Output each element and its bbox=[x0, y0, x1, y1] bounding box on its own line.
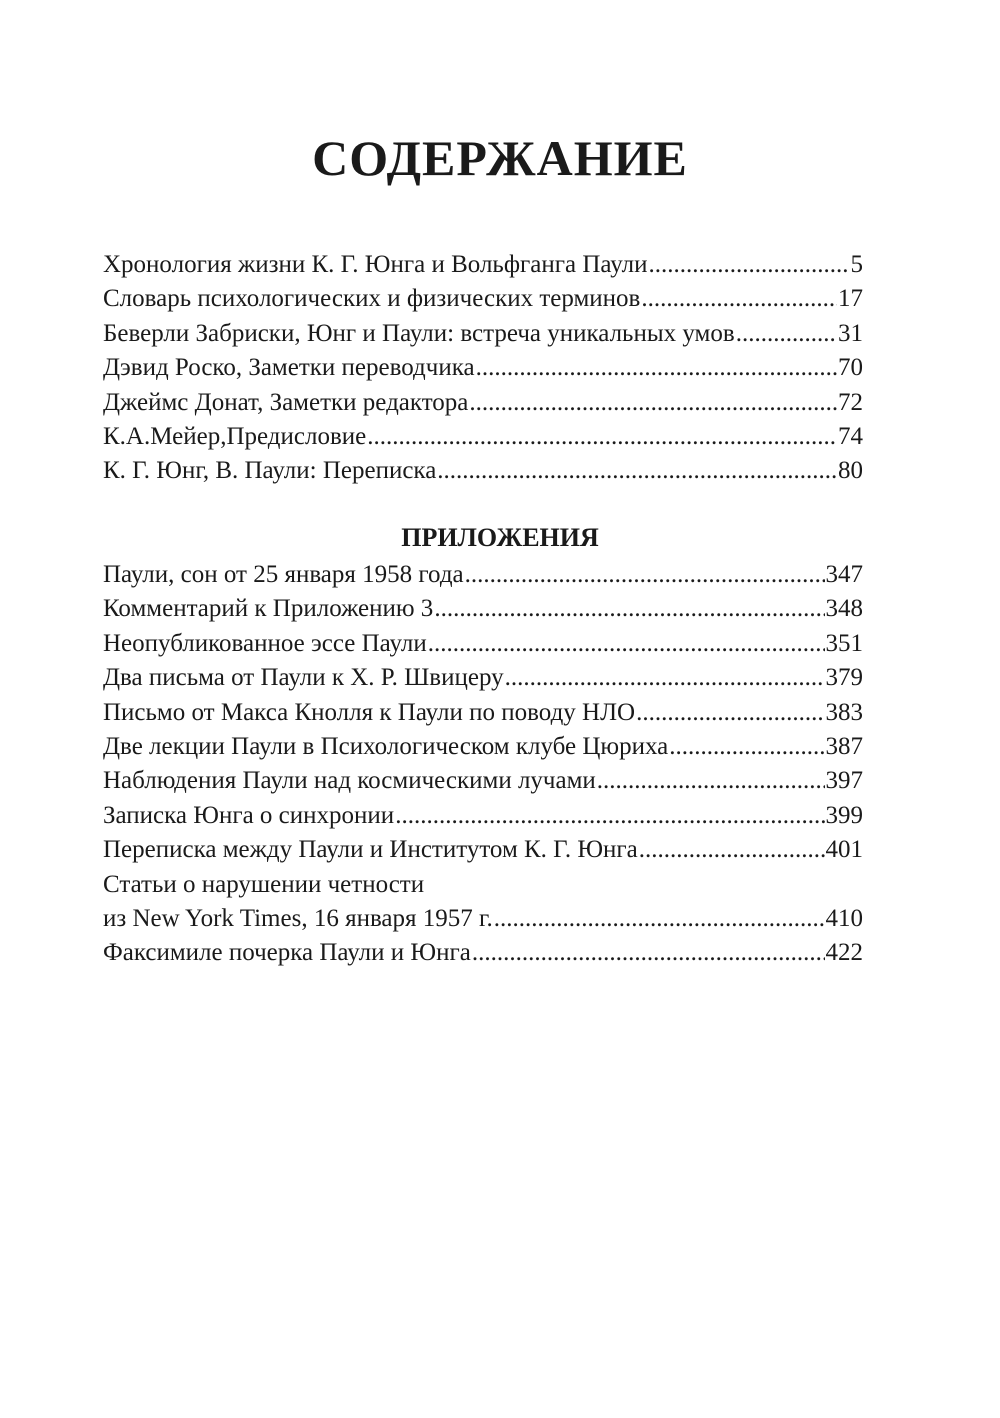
toc-entry bbox=[103, 696, 863, 730]
toc-appendix-list bbox=[103, 558, 863, 971]
toc-entry bbox=[103, 558, 863, 592]
toc-entry bbox=[103, 627, 863, 661]
toc-entry bbox=[103, 351, 863, 385]
toc-entry-page: 72 bbox=[838, 388, 863, 416]
toc-entry-label: Записка Юнга о синхронии bbox=[103, 801, 395, 829]
toc-entry-label: Два письма от Паули к Х. Р. Швицеру bbox=[103, 664, 504, 692]
toc-entry-page: 397 bbox=[825, 767, 863, 795]
toc-entry-label: К.А.Мейер,Предисловие bbox=[103, 422, 367, 450]
toc-entry-label: Дэвид Роско, Заметки переводчика bbox=[103, 354, 475, 382]
dot-leader bbox=[505, 661, 825, 695]
toc-entry bbox=[103, 902, 863, 936]
dot-leader bbox=[437, 454, 837, 488]
toc-entry bbox=[103, 420, 863, 454]
toc-entry bbox=[103, 764, 863, 798]
toc-entry bbox=[103, 730, 863, 764]
dot-leader bbox=[434, 592, 824, 626]
dot-leader bbox=[367, 420, 837, 454]
dot-leader bbox=[428, 627, 825, 661]
toc-entry bbox=[103, 282, 863, 316]
toc-entry bbox=[103, 386, 863, 420]
dot-leader bbox=[472, 936, 825, 970]
toc-entry-page: 5 bbox=[850, 251, 863, 278]
toc-entry-page: 70 bbox=[838, 354, 863, 382]
toc-entry-page: 387 bbox=[825, 732, 863, 760]
toc-entry-label: Хронология жизни К. Г. Юнга и Вольфганга Паули bbox=[103, 251, 648, 278]
toc-entry-label: Беверли Забриски, Юнг и Паули: встреча уникальных умов bbox=[103, 319, 735, 347]
dot-leader bbox=[597, 764, 825, 798]
toc-entry bbox=[103, 833, 863, 867]
toc-entry bbox=[103, 317, 863, 351]
toc-entry-page: 17 bbox=[838, 285, 863, 313]
dot-leader bbox=[639, 833, 825, 867]
toc-entry-page: 351 bbox=[825, 629, 863, 657]
toc-entry-label: Наблюдения Паули над космическими лучами bbox=[103, 767, 596, 795]
toc-entry-label: Словарь психологических и физических терминов bbox=[103, 285, 641, 313]
dot-leader bbox=[476, 351, 837, 385]
toc-entry-continued-line bbox=[103, 868, 863, 902]
toc-entry bbox=[103, 592, 863, 626]
toc-entry-label: К. Г. Юнг, В. Паули: Переписка bbox=[103, 457, 437, 485]
dot-leader bbox=[465, 558, 825, 592]
dot-leader bbox=[494, 902, 825, 936]
toc-entry-page: 347 bbox=[825, 561, 863, 588]
toc-entry-page: 379 bbox=[825, 664, 863, 692]
toc-entry bbox=[103, 248, 863, 282]
toc-entry-page: 383 bbox=[825, 698, 863, 726]
toc-entry-label: Две лекции Паули в Психологическом клубе Цюриха bbox=[103, 732, 669, 760]
dot-leader bbox=[641, 282, 837, 316]
toc-entry-label: Комментарий к Приложению 3 bbox=[103, 595, 434, 623]
page-title: СОДЕРЖАНИЕ bbox=[312, 130, 688, 186]
toc-entry-label: Переписка между Паули и Институтом К. Г. Юнга bbox=[103, 836, 638, 864]
toc-entry-page: 80 bbox=[838, 457, 863, 485]
toc-entry-label: из New York Times, 16 января 1957 г. bbox=[103, 904, 493, 932]
toc-entry-page: 31 bbox=[838, 319, 863, 347]
toc-entry-label: Джеймс Донат, Заметки редактора bbox=[103, 388, 469, 416]
toc-entry bbox=[103, 661, 863, 695]
toc-main-list bbox=[103, 248, 863, 489]
dot-leader bbox=[636, 696, 824, 730]
toc-entry-page: 399 bbox=[825, 801, 863, 829]
toc-entry bbox=[103, 936, 863, 970]
toc-entry bbox=[103, 454, 863, 488]
toc-entry-page: 422 bbox=[825, 939, 863, 967]
toc-entry-page: 401 bbox=[825, 836, 863, 864]
toc-entry-label: Неопубликованное эссе Паули bbox=[103, 629, 427, 657]
toc-entry-label: Факсимиле почерка Паули и Юнга bbox=[103, 939, 471, 967]
toc-entry-page: 348 bbox=[825, 595, 863, 623]
toc-entry-label: Письмо от Макса Кнолля к Паули по поводу НЛО bbox=[103, 698, 636, 726]
appendix-heading: ПРИЛОЖЕНИЯ bbox=[401, 523, 599, 552]
dot-leader bbox=[649, 248, 850, 282]
toc-entry bbox=[103, 799, 863, 833]
dot-leader bbox=[736, 317, 837, 351]
toc-entry-label: Паули, сон от 25 января 1958 года bbox=[103, 561, 464, 588]
toc-entry-label-line1: Статьи о нарушении четности bbox=[103, 870, 425, 898]
dot-leader bbox=[395, 799, 824, 833]
toc-entry-page: 410 bbox=[825, 904, 863, 932]
dot-leader bbox=[669, 730, 824, 764]
dot-leader bbox=[469, 386, 837, 420]
toc-entry-page: 74 bbox=[838, 422, 863, 450]
